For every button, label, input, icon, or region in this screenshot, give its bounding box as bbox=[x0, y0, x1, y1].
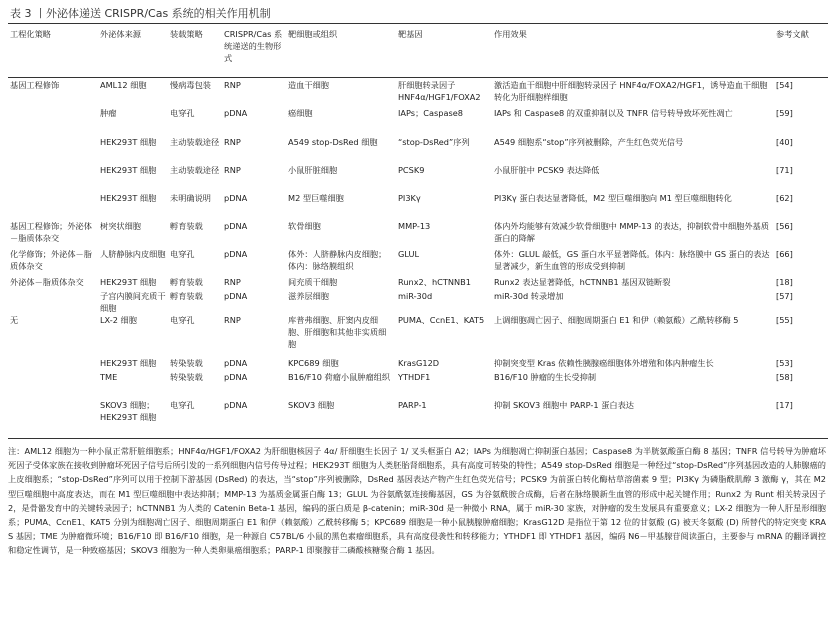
target-cell: KPC689 细胞 bbox=[288, 358, 339, 368]
gene-cell: IAPs；Caspase8 bbox=[398, 108, 463, 118]
table-row bbox=[8, 357, 828, 371]
loading-cell: 主动装载途径 bbox=[170, 165, 220, 175]
loading-cell: 孵育装载 bbox=[170, 277, 203, 287]
loading-cell: 电穿孔 bbox=[170, 108, 195, 118]
loading-cell: 电穿孔 bbox=[170, 400, 195, 410]
form-cell: pDNA bbox=[224, 358, 248, 368]
gene-cell: MMP-13 bbox=[398, 221, 431, 231]
table-bottom-rule bbox=[8, 438, 828, 439]
table-body bbox=[8, 77, 828, 428]
target-cell: 造血干细胞 bbox=[288, 80, 329, 90]
source-cell: SKOV3 细胞；HEK293T 细胞 bbox=[100, 400, 157, 422]
effect-cell: 抑制突变型 Kras 依赖性胰腺癌细胞体外增殖和体内肿瘤生长 bbox=[494, 358, 714, 368]
strategy-cell: 化学修饰；外泌体－脂质体杂交 bbox=[10, 249, 92, 271]
effect-cell: PI3Kγ 蛋白表达显著降低，M2 型巨噬细胞向 M1 型巨噬细胞转化 bbox=[494, 193, 732, 203]
source-cell: HEK293T 细胞 bbox=[100, 358, 157, 368]
loading-cell: 孵育装载 bbox=[170, 291, 203, 301]
ref-cell: [56] bbox=[776, 221, 793, 231]
source-cell: 肿瘤 bbox=[100, 108, 117, 118]
form-cell: RNP bbox=[224, 80, 241, 90]
gene-cell: 肝细胞转录因子 HNF4α/HGF1/FOXA2 bbox=[398, 80, 481, 102]
gene-cell: Runx2、hCTNNB1 bbox=[398, 277, 471, 287]
effect-cell: 上调细胞凋亡因子、细胞周期蛋白 E1 和伊（赖氨酸）乙酰转移酶 5 bbox=[494, 315, 739, 325]
form-cell: pDNA bbox=[224, 108, 248, 118]
form-cell: RNP bbox=[224, 277, 241, 287]
effect-cell: 小鼠肝脏中 PCSK9 表达降低 bbox=[494, 165, 600, 175]
strategy-cell bbox=[8, 357, 98, 371]
table-row bbox=[8, 77, 828, 107]
ref-cell: [66] bbox=[776, 249, 793, 259]
table-row bbox=[8, 107, 828, 136]
target-cell: A549 stop-DsRed 细胞 bbox=[288, 137, 378, 147]
form-cell: pDNA bbox=[224, 193, 248, 203]
loading-cell: 电穿孔 bbox=[170, 249, 195, 259]
form-cell: pDNA bbox=[224, 221, 248, 231]
source-cell: TME bbox=[100, 372, 118, 382]
strategy-cell: 基因工程修饰；外泌体－脂质体杂交 bbox=[10, 221, 92, 243]
table-row bbox=[8, 192, 828, 220]
form-cell: RNP bbox=[224, 315, 241, 325]
form-cell: pDNA bbox=[224, 372, 248, 382]
loading-cell: 未明确说明 bbox=[170, 193, 211, 203]
form-cell: RNP bbox=[224, 165, 241, 175]
table-notes: 注：AML12 细胞为一种小鼠正常肝脏细胞系；HNF4α/HGF1/FOXA2 为肝细胞核因子 4α/ 肝细胞生长因子 1/ 叉头框蛋白 A2；IAPs 为细胞凋亡抑制蛋白基因；Caspase8 为半胱氨酸蛋白酶 8 基因；TNFR 信号转导为肿瘤坏死因子受体家族在接收到肿瘤坏死因子信号后所引发的一系列细胞内信号传导过程；HEK293T 细胞为人类胚胎肾细胞系，具有高度可转染的特性；A549 stop-DsRed 细胞是一种经过“stop-DsRed”序列基因改造的人肺腺癌的上皮细胞系；“stop-DsRed”序列可以用于控制下游基因 (DsRed) 的表达，当“stop”序列被删除，DsRed 基因表达产物产生红色荧光信号；PCSK9 为前蛋白转化酶枯草溶菌素 9 型；PI3Kγ 为磷脂酰肌醇 3 激酶 γ，其在 M2 型巨噬细胞中高度表达，而在 M1 型巨噬细胞中表达抑制；MMP-13 为基质金属蛋白酶 13；GLUL 为谷氨酰氨连接酶基因，GS 为谷氨酰胺合成酶，后者在脉络膜新生血管的形成中起关键作用；Runx2 为 Runt 相关转录因子 2，是骨骼发育中的关键转录因子；hCTNNB1 为人类的 Catenin Beta-1 基因，编码的蛋白质是 β-catenin；miR-30d 是一种微小 RNA，属于 miR-30 家族，对肿瘤的发生发展具有重要意义；LX-2 细胞为一种人肝星形细胞系；PUMA、CcnE1、KAT5 分别为细胞凋亡因子、细胞周期蛋白 E1 和伊（赖氨酸）乙酰转移酶 5；KPC689 细胞是一种小鼠胰腺肿瘤细胞；KrasG12D 是指位于第 12 位的甘氨酸 (G) 被天冬氨酸 (D) 所替代的特定突变 KRAS 基因；TME 为肿瘤微环境；B16/F10 即 B16/F10 细胞，是一种源自 C57BL/6 小鼠的黑色素瘤细胞系，具有高度侵袭性和转移能力；YTHDF1 即 YTHDF1 基因，编码 N6－甲基腺苷阅读蛋白，主要参与 mRNA 的翻译调控和稳定性调节，是一种致癌基因；SKOV3 细胞为一种人类卵巢癌细胞系；PARP-1 即聚腺苷二磷酸核糖聚合酶 1 基因。 bbox=[8, 446, 826, 556]
ref-cell: [17] bbox=[776, 400, 793, 410]
target-cell: 体外：人脐静脉内皮细胞；体内：脉络膜组织 bbox=[288, 249, 387, 271]
ref-cell: [40] bbox=[776, 137, 793, 147]
table-row bbox=[8, 371, 828, 399]
table-row bbox=[8, 399, 828, 428]
loading-cell: 电穿孔 bbox=[170, 315, 195, 325]
ref-cell: [62] bbox=[776, 193, 793, 203]
strategy-cell bbox=[8, 399, 98, 428]
source-cell: HEK293T 细胞 bbox=[100, 165, 157, 175]
target-cell: SKOV3 细胞 bbox=[288, 400, 335, 410]
loading-cell: 孵育装载 bbox=[170, 221, 203, 231]
header-loading: 装载策略 bbox=[170, 29, 203, 39]
table-row bbox=[8, 220, 828, 248]
effect-cell: 激活造血干细胞中肝细胞转录因子 HNF4α/FOXA2/HGF1，诱导造血干细胞转化为肝细胞样细胞 bbox=[494, 80, 768, 102]
strategy-cell: 无 bbox=[10, 315, 19, 325]
gene-cell: miR-30d bbox=[398, 291, 433, 301]
source-cell: 树突状细胞 bbox=[100, 221, 141, 231]
strategy-cell bbox=[8, 290, 98, 314]
loading-cell: 转染装载 bbox=[170, 358, 203, 368]
strategy-cell bbox=[8, 164, 98, 192]
source-cell: 人脐静脉内皮细胞 bbox=[100, 249, 166, 259]
header-effect: 作用效果 bbox=[494, 29, 527, 39]
source-cell: HEK293T 细胞 bbox=[100, 193, 157, 203]
source-cell: 子宫内膜间充质干细胞 bbox=[100, 291, 166, 313]
loading-cell: 转染装载 bbox=[170, 372, 203, 382]
source-cell: HEK293T 细胞 bbox=[100, 137, 157, 147]
effect-cell: miR-30d 转录增加 bbox=[494, 291, 564, 301]
effect-cell: IAPs 和 Caspase8 的双重抑制以及 TNFR 信号转导致坏死性凋亡 bbox=[494, 108, 733, 118]
strategy-cell bbox=[8, 107, 98, 136]
header-source: 外泌体来源 bbox=[100, 29, 141, 39]
strategy-cell: 基因工程修饰 bbox=[10, 80, 60, 90]
ref-cell: [18] bbox=[776, 277, 793, 287]
header-gene: 靶基因 bbox=[398, 29, 423, 39]
header-form: CRISPR/Cas 系统递送的生物形式 bbox=[224, 29, 283, 63]
form-cell: pDNA bbox=[224, 291, 248, 301]
gene-cell: GLUL bbox=[398, 249, 420, 259]
strategy-cell bbox=[8, 136, 98, 164]
table-title: 表 3 丨外泌体递送 CRISPR/Cas 系统的相关作用机制 bbox=[10, 7, 271, 20]
target-cell: 癌细胞 bbox=[288, 108, 313, 118]
strategy-cell bbox=[8, 192, 98, 220]
loading-cell: 主动装载途径 bbox=[170, 137, 220, 147]
effect-cell: B16/F10 肿瘤的生长受抑制 bbox=[494, 372, 597, 382]
effect-cell: A549 细胞系“stop”序列被删除，产生红色荧光信号 bbox=[494, 137, 684, 147]
source-cell: HEK293T 细胞 bbox=[100, 277, 157, 287]
table-row bbox=[8, 136, 828, 164]
header-ref: 参考文献 bbox=[776, 29, 809, 39]
table-row bbox=[8, 276, 828, 290]
source-cell: AML12 细胞 bbox=[100, 80, 147, 90]
gene-cell: PUMA、CcnE1、KAT5 bbox=[398, 315, 485, 325]
gene-cell: KrasG12D bbox=[398, 358, 440, 368]
form-cell: pDNA bbox=[224, 249, 248, 259]
ref-cell: [55] bbox=[776, 315, 793, 325]
ref-cell: [71] bbox=[776, 165, 793, 175]
target-cell: 库普弗细胞、肝窦内皮细胞、肝细胞和其他非实质细胞 bbox=[288, 315, 387, 349]
target-cell: 间充质干细胞 bbox=[288, 277, 338, 287]
ref-cell: [54] bbox=[776, 80, 793, 90]
table-row bbox=[8, 290, 828, 314]
target-cell: M2 型巨噬细胞 bbox=[288, 193, 344, 203]
gene-cell: PARP-1 bbox=[398, 400, 427, 410]
table-header-row bbox=[8, 24, 828, 77]
effect-cell: 抑制 SKOV3 细胞中 PARP-1 蛋白表达 bbox=[494, 400, 634, 410]
source-cell: LX-2 细胞 bbox=[100, 315, 137, 325]
gene-cell: PI3Kγ bbox=[398, 193, 421, 203]
target-cell: 小鼠肝脏细胞 bbox=[288, 165, 338, 175]
ref-cell: [53] bbox=[776, 358, 793, 368]
form-cell: pDNA bbox=[224, 400, 248, 410]
ref-cell: [58] bbox=[776, 372, 793, 382]
gene-cell: YTHDF1 bbox=[398, 372, 431, 382]
table-row bbox=[8, 164, 828, 192]
target-cell: 滋养层细胞 bbox=[288, 291, 329, 301]
target-cell: 软骨细胞 bbox=[288, 221, 321, 231]
table-row bbox=[8, 248, 828, 276]
effect-cell: 体内外均能够有效减少软骨细胞中 MMP-13 的表达，抑制软骨中细胞外基质蛋白的降解 bbox=[494, 221, 769, 243]
mechanism-table bbox=[8, 24, 828, 428]
effect-cell: 体外：GLUL 敲低，GS 蛋白水平显著降低。体内：脉络膜中 GS 蛋白的表达显著减少，新生血管的形成受到抑制 bbox=[494, 249, 770, 271]
header-target-cell: 靶细胞或组织 bbox=[288, 29, 338, 39]
table-row bbox=[8, 314, 828, 357]
gene-cell: PCSK9 bbox=[398, 165, 425, 175]
loading-cell: 慢病毒包装 bbox=[170, 80, 211, 90]
target-cell: B16/F10 荷瘤小鼠肿瘤组织 bbox=[288, 372, 391, 382]
strategy-cell: 外泌体－脂质体杂交 bbox=[10, 277, 84, 287]
ref-cell: [59] bbox=[776, 108, 793, 118]
effect-cell: Runx2 表达显著降低，hCTNNB1 基因双链断裂 bbox=[494, 277, 671, 287]
header-strategy: 工程化策略 bbox=[10, 29, 51, 39]
form-cell: RNP bbox=[224, 137, 241, 147]
ref-cell: [57] bbox=[776, 291, 793, 301]
gene-cell: “stop-DsRed”序列 bbox=[398, 137, 470, 147]
strategy-cell bbox=[8, 371, 98, 399]
